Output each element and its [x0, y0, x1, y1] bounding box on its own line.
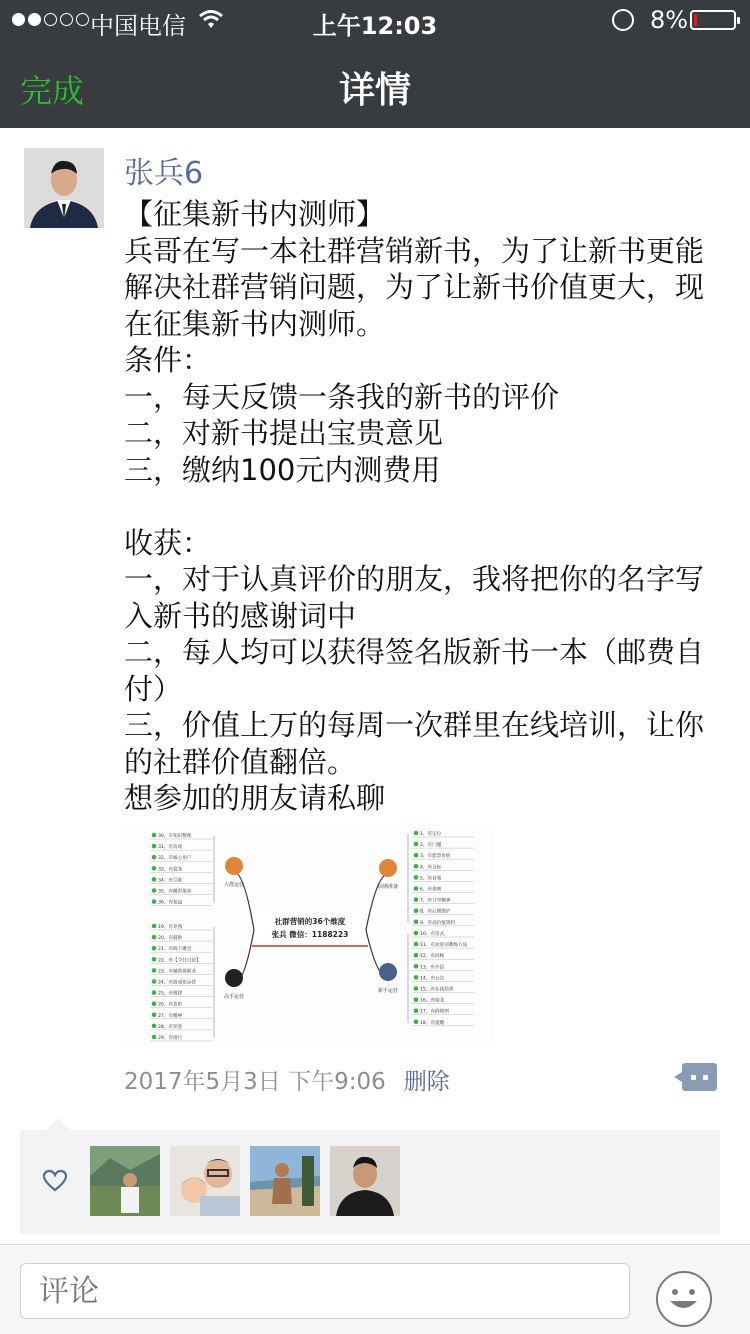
mindmap-center-title: 社群营销的36个维度 [274, 917, 346, 926]
mindmap-item: 34、有互推 [158, 878, 183, 884]
mindmap-hub-icon [379, 859, 397, 877]
mindmap-item-check-icon [414, 931, 419, 936]
mindmap-item-check-icon [414, 964, 419, 969]
mindmap-item: 14、有公告 [420, 976, 445, 982]
mindmap-item-check-icon [414, 875, 419, 880]
status-bar [0, 0, 750, 40]
mindmap-item: 6、有规则 [420, 887, 442, 893]
post-timestamp: 2017年5月3日 下午9:06 [124, 1069, 386, 1095]
post-image[interactable] [124, 826, 494, 1046]
heart-icon [42, 1168, 68, 1194]
mindmap-item-check-icon [152, 968, 157, 973]
mindmap-center-subtitle: 张兵 微信：1188223 [271, 930, 349, 939]
mindmap-item-check-icon [414, 942, 419, 947]
mindmap-hub-label: 前期准备 [377, 884, 399, 890]
mindmap-branch [234, 872, 254, 930]
mindmap-item-check-icon [414, 897, 419, 902]
mindmap-item: 7、有分享精神 [420, 898, 451, 904]
mindmap-item: 10、有仪式 [420, 932, 445, 937]
mindmap-hub-icon [225, 969, 243, 987]
mindmap-item: 32、有核心用户 [158, 856, 192, 862]
mindmap-item: 19、有养熟 [158, 925, 183, 930]
liker-avatar[interactable] [170, 1146, 240, 1216]
battery-level [694, 14, 697, 26]
mindmap-item-check-icon [152, 935, 157, 940]
liker-avatar[interactable] [250, 1146, 320, 1216]
author-name[interactable]: 张兵6 [124, 156, 204, 191]
mindmap-item: 11、有欢迎词教练方法 [420, 943, 468, 949]
mindmap-item-check-icon [414, 864, 419, 869]
mindmap-hub-label: 大群运营 [223, 882, 245, 888]
mindmap-item-check-icon [152, 1024, 157, 1029]
mindmap-item: 21、有线下聚会 [158, 947, 192, 953]
mindmap-item-check-icon [414, 920, 419, 925]
done-button[interactable]: 完成 [20, 72, 85, 110]
mindmap-item-check-icon [152, 844, 157, 849]
mindmap-item: 8、有后期维护 [420, 909, 451, 915]
mindmap-item-check-icon [152, 866, 157, 871]
mindmap-item: 17、有群规则 [420, 1009, 449, 1015]
mindmap-item-check-icon [152, 877, 157, 882]
mindmap-item: 36、有复盘 [158, 900, 183, 906]
mindmap-item-check-icon [152, 888, 157, 893]
battery-percent: 8% [650, 6, 689, 34]
mindmap-branch [366, 874, 388, 930]
mindmap-item-check-icon [414, 831, 419, 836]
delete-button[interactable]: 删除 [403, 1069, 450, 1095]
mindmap-item: 23、有辅助群职业 [158, 969, 197, 975]
mindmap-item-check-icon [152, 990, 157, 995]
mindmap-item: 2、有门槛 [420, 843, 442, 849]
mindmap-item: 20、有鼓励 [158, 936, 183, 942]
mindmap-item-check-icon [414, 1008, 419, 1013]
mindmap-item-check-icon [414, 842, 419, 847]
mindmap-item: 25、有规律 [158, 991, 183, 997]
likes-section [20, 1130, 720, 1234]
mindmap-graphic [124, 826, 494, 1046]
mindmap-item-check-icon [414, 1020, 419, 1025]
liker-avatar[interactable] [90, 1146, 160, 1216]
mindmap-item: 15、有在线培训 [420, 987, 454, 993]
mindmap-item: 28、有荣誉 [158, 1024, 183, 1030]
mindmap-item: 29、有排行 [158, 1036, 183, 1041]
mindmap-item: 12、有回顾 [420, 954, 445, 960]
mindmap-item: 31、有访谈 [158, 845, 183, 851]
emoji-button[interactable] [656, 1271, 712, 1327]
mindmap-item-check-icon [152, 899, 157, 904]
mindmap-item: 26、有表彰 [158, 1002, 183, 1008]
mindmap-item-check-icon [152, 946, 157, 951]
mindmap-item-check-icon [414, 953, 419, 958]
post-meta [124, 1063, 450, 1096]
mindmap-item: 27、有精神 [158, 1013, 183, 1019]
mindmap-hub-label: 高手运营 [223, 994, 245, 1000]
mindmap-item: 24、有游戏化运营 [158, 980, 197, 986]
page-title: 详情 [338, 70, 411, 111]
mindmap-item-check-icon [414, 853, 419, 858]
top-bar [0, 0, 750, 128]
smiley-icon [658, 1273, 709, 1324]
mindmap-item-check-icon [414, 975, 419, 980]
mindmap-item: 1、有定位 [420, 832, 442, 837]
rotation-lock-icon [612, 9, 634, 31]
mindmap-item-check-icon [152, 924, 157, 929]
mindmap-item-check-icon [152, 855, 157, 860]
status-time: 上午12:03 [312, 12, 438, 40]
mindmap-item-check-icon [414, 908, 419, 913]
mindmap-hub-icon [225, 857, 243, 875]
mindmap-item-check-icon [414, 986, 419, 991]
comment-bar [0, 1244, 750, 1334]
mindmap-item: 33、有裂变 [158, 867, 183, 873]
post-text: 【征集新书内测师】 兵哥在写一本社群营销新书，为了让新书更能解决社群营销问题，为了让新书价值更大，现在征集新书内测师。 条件： 一，每天反馈一条我的新书的评价 二，对新书提出宝贵意见 三，缴纳100元内测费用 收获： 一，对于认真评价的朋友，我将把你的名字写入新书的感谢词中 二，每人均可以获得签名版新书一本（邮费自付） 三，价值上万的每周一次群里在线培训，让你的社群价值翻倍。 想参加的朋友请私聊 [124, 197, 705, 815]
mindmap-item-check-icon [414, 886, 419, 891]
mindmap-item: 3、有愿景价值 [420, 854, 451, 860]
more-actions-button[interactable] [682, 1063, 717, 1091]
mindmap-item: 5、有首领 [420, 876, 442, 882]
mindmap-item: 4、有目标 [420, 865, 442, 871]
mindmap-item-check-icon [414, 997, 419, 1002]
liker-avatar[interactable] [330, 1146, 400, 1216]
mindmap-item-check-icon [152, 957, 157, 962]
mindmap-item: 18、有提醒 [420, 1020, 445, 1026]
mindmap-item-check-icon [152, 1001, 157, 1006]
liker-avatars [90, 1146, 400, 1216]
battery-icon [690, 10, 736, 30]
mindmap-item: 13、有介绍 [420, 965, 445, 971]
comment-input[interactable] [20, 1263, 630, 1319]
carrier-name: 中国电信 [90, 12, 186, 40]
mindmap-hub-icon [379, 963, 397, 981]
mindmap-item-check-icon [152, 833, 157, 838]
mindmap-item: 35、有精彩推荐 [158, 889, 192, 895]
mindmap-item: 30、有知识整理 [158, 834, 192, 839]
mindmap-item-check-icon [152, 1035, 157, 1040]
mindmap-item: 22、有【今日讨论】 [158, 958, 201, 964]
author-avatar[interactable] [24, 148, 104, 228]
mindmap-hub-label: 新手运营 [377, 988, 399, 994]
mindmap-item: 9、有高价值资料 [420, 920, 456, 926]
mindmap-item-check-icon [152, 979, 157, 984]
mindmap-item: 16、有接龙 [420, 998, 445, 1004]
mindmap-item-check-icon [152, 1013, 157, 1018]
